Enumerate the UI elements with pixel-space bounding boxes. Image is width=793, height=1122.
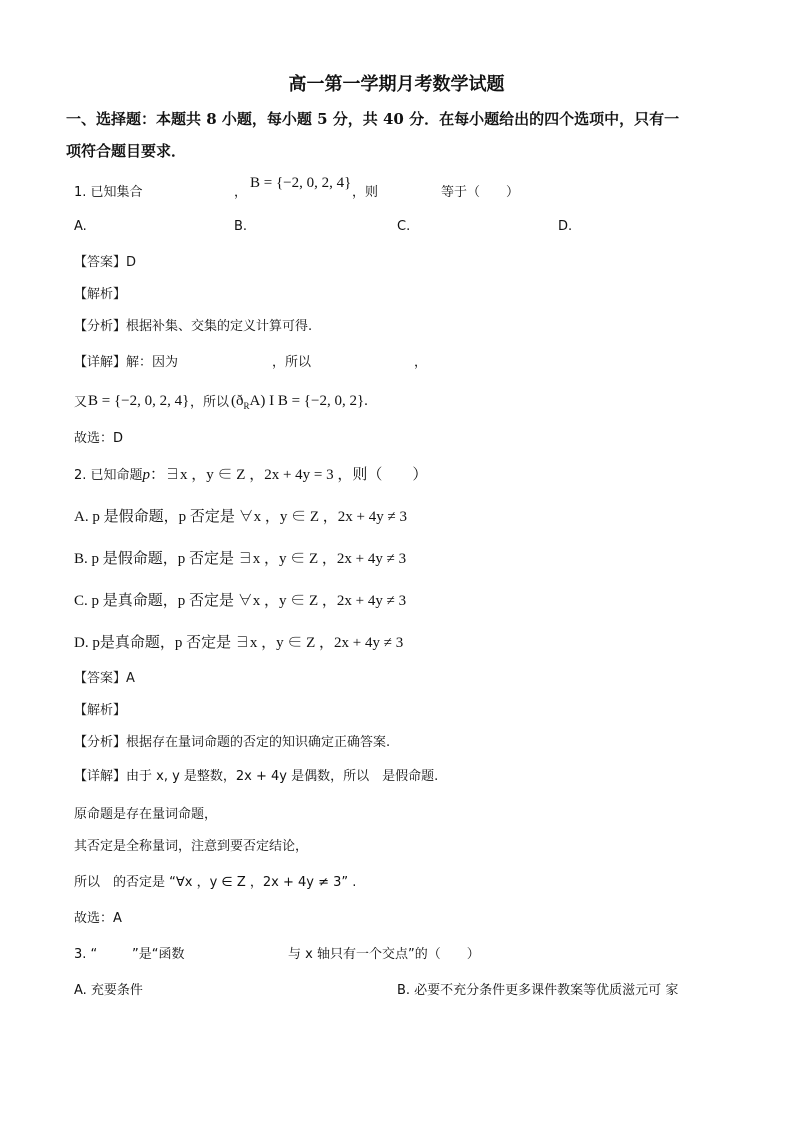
q3-stem-a: 3. “ bbox=[74, 947, 98, 962]
q2-detail-line1: 原命题是存在量词命题， bbox=[74, 807, 218, 822]
q2-option-a: A. p 是假命题，p 否定是 ∀x ，y ∈ Z ，2x + 4y ≠ 3 bbox=[74, 509, 407, 525]
q1-complement-subscript: R bbox=[243, 401, 250, 411]
q1-option-b: B. bbox=[234, 219, 248, 234]
q1-analysis: 【分析】根据补集、交集的定义计算可得. bbox=[74, 319, 313, 334]
q1-detail-c: ， bbox=[414, 355, 428, 370]
q1-stem-a: 1. 已知集合 bbox=[74, 185, 143, 200]
q1-detail-a: 【详解】解：因为 bbox=[74, 355, 179, 370]
q1-complement-symbol: (ð bbox=[231, 393, 244, 409]
q1-option-c: C. bbox=[397, 219, 411, 234]
q1-analysis-tag: 【解析】 bbox=[74, 287, 127, 302]
q2-option-c: C. p 是真命题，p 否定是 ∀x ，y ∈ Z ，2x + 4y ≠ 3 bbox=[74, 593, 407, 609]
q2-stem-label: 2. 已知命题 bbox=[74, 468, 143, 483]
q2-analysis: 【分析】根据存在量词命题的否定的知识确定正确答案. bbox=[74, 735, 391, 750]
q1-also-a: 又 bbox=[74, 395, 88, 410]
q2-stem bbox=[74, 466, 427, 485]
q2-analysis-tag: 【解析】 bbox=[74, 703, 127, 718]
q2-stem-rest: ：∃x ，y ∈ Z ，2x + 4y = 3 ，则（ ） bbox=[150, 467, 428, 483]
q1-stem-c: ，则 bbox=[352, 185, 379, 200]
q1-stem-b: ， bbox=[234, 185, 248, 200]
section-heading-line1: 一、选择题：本题共 8 小题，每小题 5 分，共 40 分．在每小题给出的四个选项中，只有一 bbox=[66, 110, 680, 128]
q1-also-b: ，所以 bbox=[190, 395, 230, 410]
q2-detail-line3: 所以 的否定是 “∀x ，y ∈ Z ，2x + 4y ≠ 3” . bbox=[74, 875, 357, 890]
q2-choice: 故选：A bbox=[74, 911, 122, 926]
q1-set-b: B = {−2, 0, 2, 4} bbox=[250, 175, 352, 191]
q1-stem-d: 等于（ ） bbox=[441, 185, 520, 200]
q2-answer: 【答案】A bbox=[74, 671, 135, 686]
q1-answer: 【答案】D bbox=[74, 255, 137, 270]
q2-detail-line2: 其否定是全称量词，注意到要否定结论， bbox=[74, 839, 309, 854]
q3-stem-c: 与 x 轴只有一个交点”的（ ） bbox=[288, 947, 480, 962]
q2-detail: 【详解】由于 x, y 是整数，2x + 4y 是偶数，所以 是假命题. bbox=[74, 769, 439, 784]
q1-option-a: A. bbox=[74, 219, 87, 234]
page-title: 高一第一学期月考数学试题 bbox=[288, 74, 505, 95]
q2-stem-p: p bbox=[142, 467, 151, 483]
q1-also-result bbox=[231, 392, 368, 415]
q2-option-d: D. p是真命题，p 否定是 ∃x ，y ∈ Z ，2x + 4y ≠ 3 bbox=[74, 635, 404, 651]
q2-option-b: B. p 是假命题，p 否定是 ∃x ，y ∈ Z ，2x + 4y ≠ 3 bbox=[74, 551, 407, 567]
q1-also-set: B = {−2, 0, 2, 4} bbox=[88, 393, 190, 409]
q3-stem-b: ”是“函数 bbox=[132, 947, 185, 962]
q1-detail-b: ，所以 bbox=[272, 355, 312, 370]
q1-also-result-rest: A) I B = {−2, 0, 2}. bbox=[249, 393, 368, 409]
q3-option-b: B. 必要不充分条件更多课件教案等优质滋元可 家 bbox=[397, 983, 679, 998]
q3-option-a: A. 充要条件 bbox=[74, 983, 143, 998]
q1-option-d: D. bbox=[558, 219, 573, 234]
q1-choice: 故选：D bbox=[74, 431, 124, 446]
section-heading-line2: 项符合题目要求． bbox=[66, 142, 187, 160]
